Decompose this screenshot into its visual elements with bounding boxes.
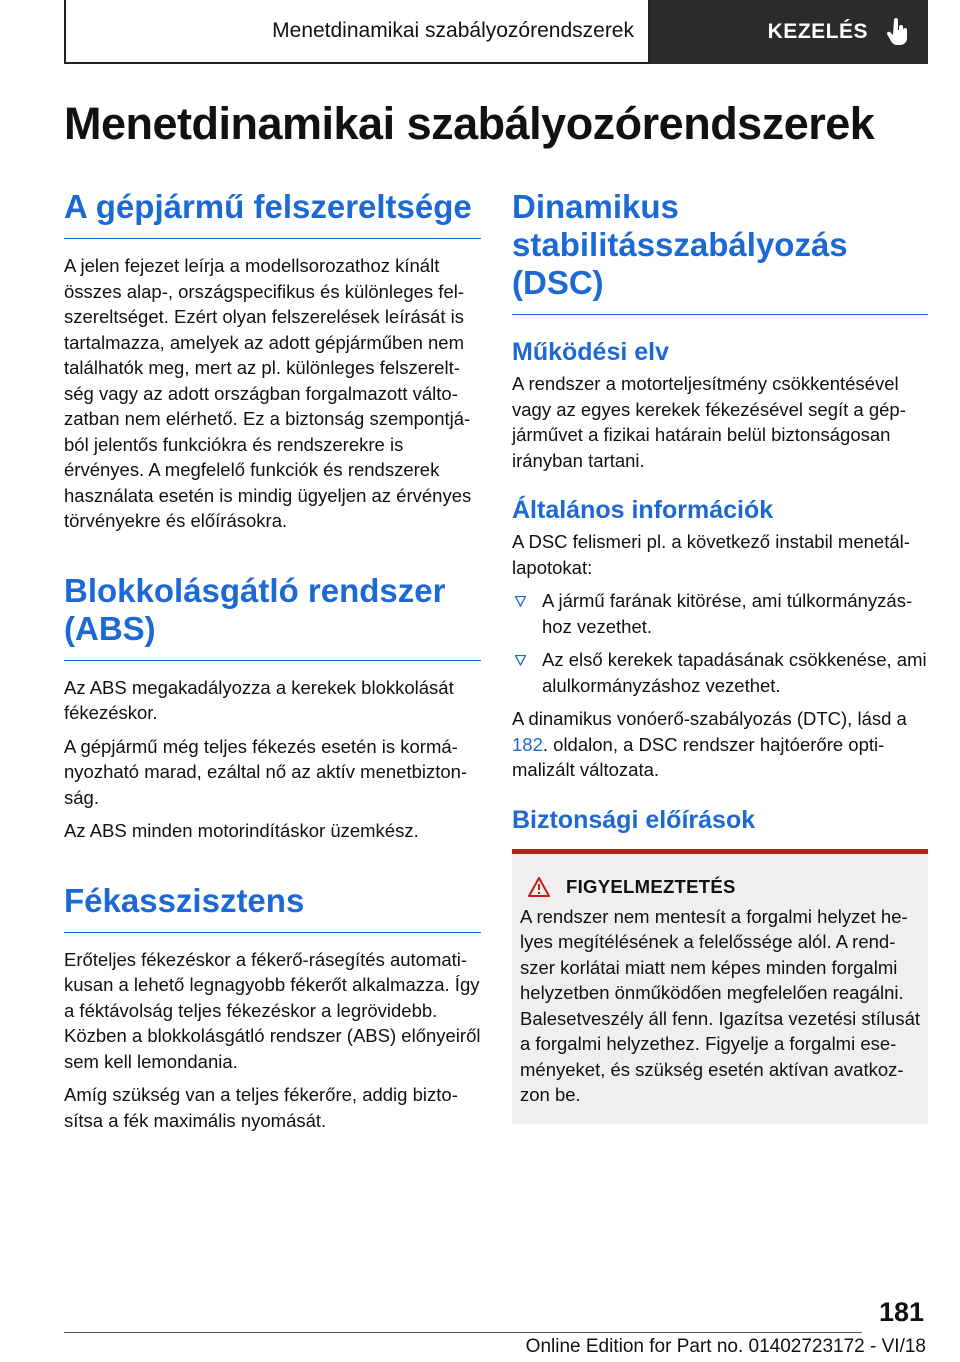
left-column [64, 188, 481, 1141]
section-heading-equipment: A gépjármű felszereltsége [64, 188, 481, 239]
paragraph: A gépjármű még teljes fékezés esetén is kormányozható marad, ezáltal nő az aktív menetbiztonság. [64, 735, 468, 808]
hand-pointer-icon [886, 18, 910, 46]
page-number: 181 [878, 1297, 924, 1327]
triangle-bullet-icon [515, 596, 526, 607]
paragraph: Amíg szükség van a teljes fékerőre, addig biztosítsa a fék maximális nyomását. [64, 1084, 458, 1131]
text-span: A dinamikus vonóerő-szabályozás (DTC), lásd a [512, 708, 907, 729]
page-link[interactable]: 182 [512, 733, 543, 755]
header-chapter-tab[interactable] [650, 0, 928, 64]
right-column [512, 188, 928, 1124]
footer-divider [64, 1332, 862, 1333]
warning-header [520, 876, 920, 898]
warning-box [512, 849, 928, 1124]
footer-edition: Online Edition for Part no. 01402723172 - VI/18 [525, 1336, 926, 1357]
header-section-title: Menetdinamikai szabályozórendszerek [272, 19, 634, 42]
warning-triangle-icon [528, 877, 550, 897]
paragraph: Az ABS megakadályozza a kerekek blokkolását fékezéskor. [64, 676, 454, 723]
warning-text: A rendszer nem mentesít a forgalmi helyzet helyes megítélésének a felelőssége alól. A rendszer korlátai miatt nem képes minden forgalmi helyzetben önműködően megfelelően reagálni. Balesetveszély áll fenn. Igazítsa vezetési stílusát a forgalmi helyzethez. Figyelje a forgalmi eseményeket, és szükség esetén aktívan avatkozzon be. [520, 905, 921, 1105]
list-item [512, 588, 928, 639]
list-item-text: Az első kerekek tapadásának csökkenése, ami alulkormányzáshoz vezethet. [542, 649, 927, 696]
warning-title: FIGYELMEZTETÉS [566, 875, 736, 897]
paragraph: A jelen fejezet leírja a modellsorozathoz kínált összes alap-, országspecifikus és különleges felszereltséget. Ezért olyan felszerelések leírását is tartalmazza, amelyek az adott gépjárműben nem találhatók meg, mert az pl. különleges felszereltség vagy az adott országban forgalmazott változatban nem elérhető. Ez a biztonság szempontjából jelentős funkciókra és rendszerekre is érvényes. A megfelelő funkciók és rendszerek használata esetén is mindig ügyeljen az érvényes törvényekre és előírásokra. [64, 255, 472, 531]
triangle-bullet-icon [515, 655, 526, 666]
subheading-general-info: Általános információk [512, 496, 774, 524]
section-heading-abs: Blokkolásgátló rendszer (ABS) [64, 572, 481, 661]
paragraph: Erőteljes fékezéskor a fékerő-rásegítés automatikusan a lehető legnagyobb fékerőt alkalmazza. Így a féktávolság teljes fékezéskor a legrövidebb. Közben a blokkolásgátló rendszer (ABS) előnyeiről sem kell lemondania. [64, 948, 481, 1072]
section-heading-dsc: Dinamikus stabilitásszabályozás (DSC) [512, 188, 928, 315]
list-item [512, 647, 928, 698]
page-title: Menetdinamikai szabályozórendszerek [64, 98, 875, 149]
section-heading-brake-assist: Fékasszisztens [64, 882, 481, 933]
paragraph: Az ABS minden motorindításkor üzemkész. [64, 820, 419, 841]
list-item-text: A jármű farának kitörése, ami túlkormányzáshoz vezethet. [542, 590, 913, 637]
header-chapter-label: KEZELÉS [767, 20, 868, 43]
paragraph: A rendszer a motorteljesítmény csökkentésével vagy az egyes kerekek fékezésével segít a gépjárművet a fizikai határain belül biztonságosan irányban tartani. [512, 373, 906, 471]
paragraph-dtc [512, 706, 928, 783]
subheading-operating-principle: Működési elv [512, 338, 669, 366]
header-section-box [64, 0, 650, 64]
text-span: . oldalon, a DSC rendszer hajtóerőre optimalizált változata. [512, 733, 885, 780]
paragraph: A DSC felismeri pl. a következő instabil menetállapotokat: [512, 531, 910, 578]
subheading-safety: Biztonsági előírások [512, 805, 756, 834]
bullet-list [512, 588, 928, 698]
